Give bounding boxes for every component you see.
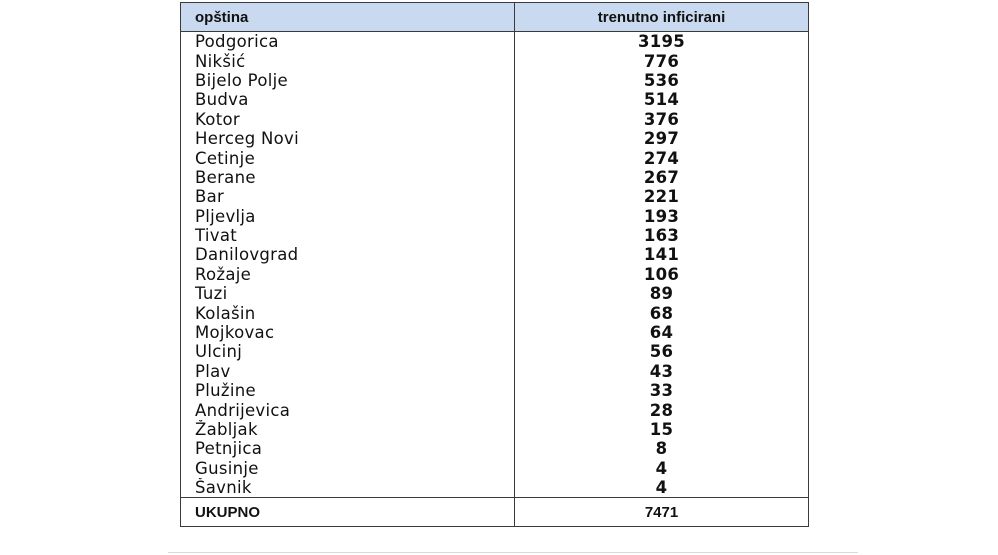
municipality-cell: Plav <box>181 362 515 381</box>
municipality-cell: Nikšić <box>181 51 515 70</box>
table-row <box>181 478 809 498</box>
infected-count-cell: 89 <box>515 284 809 303</box>
municipality-cell: Žabljak <box>181 420 515 439</box>
municipality-cell: Podgorica <box>181 32 515 52</box>
header-municipality: opština <box>181 3 515 32</box>
infected-count-cell: 163 <box>515 226 809 245</box>
municipality-cell: Herceg Novi <box>181 129 515 148</box>
infected-count-cell: 8 <box>515 439 809 458</box>
infected-count-cell: 141 <box>515 245 809 264</box>
municipality-cell: Danilovgrad <box>181 245 515 264</box>
table-row <box>181 51 809 70</box>
municipality-cell: Cetinje <box>181 148 515 167</box>
infected-count-cell: 274 <box>515 148 809 167</box>
table-header-row <box>181 3 809 32</box>
municipality-cell: Tuzi <box>181 284 515 303</box>
infections-table <box>180 2 809 527</box>
table-row <box>181 71 809 90</box>
header-infected: trenutno inficirani <box>515 3 809 32</box>
infected-count-cell: 33 <box>515 381 809 400</box>
infected-count-cell: 297 <box>515 129 809 148</box>
table-row <box>181 439 809 458</box>
infected-count-cell: 514 <box>515 90 809 109</box>
municipality-cell: Berane <box>181 168 515 187</box>
table-row <box>181 110 809 129</box>
infected-count-cell: 376 <box>515 110 809 129</box>
infected-count-cell: 56 <box>515 342 809 361</box>
infected-count-cell: 4 <box>515 478 809 498</box>
infected-count-cell: 15 <box>515 420 809 439</box>
table-row <box>181 168 809 187</box>
municipality-cell: Gusinje <box>181 459 515 478</box>
infected-count-cell: 536 <box>515 71 809 90</box>
infected-count-cell: 64 <box>515 323 809 342</box>
municipality-cell: Rožaje <box>181 265 515 284</box>
infected-count-cell: 776 <box>515 51 809 70</box>
table-row <box>181 400 809 419</box>
table-row <box>181 459 809 478</box>
municipality-cell: Kotor <box>181 110 515 129</box>
municipality-cell: Bijelo Polje <box>181 71 515 90</box>
municipality-cell: Andrijevica <box>181 400 515 419</box>
table-row <box>181 381 809 400</box>
table-row <box>181 187 809 206</box>
table-row <box>181 245 809 264</box>
municipality-cell: Šavnik <box>181 478 515 498</box>
municipality-cell: Plužine <box>181 381 515 400</box>
table-row <box>181 284 809 303</box>
table-row <box>181 90 809 109</box>
municipality-cell: Pljevlja <box>181 207 515 226</box>
infected-count-cell: 106 <box>515 265 809 284</box>
infected-count-cell: 221 <box>515 187 809 206</box>
table-total-row <box>181 498 809 527</box>
municipality-cell: Petnjica <box>181 439 515 458</box>
municipality-cell: Bar <box>181 187 515 206</box>
table-row <box>181 129 809 148</box>
infected-count-cell: 68 <box>515 303 809 322</box>
table-row <box>181 362 809 381</box>
infected-count-cell: 28 <box>515 400 809 419</box>
infected-count-cell: 193 <box>515 207 809 226</box>
table-row <box>181 342 809 361</box>
table-row <box>181 323 809 342</box>
municipality-cell: Mojkovac <box>181 323 515 342</box>
infected-count-cell: 43 <box>515 362 809 381</box>
table-row <box>181 32 809 52</box>
table-row <box>181 303 809 322</box>
municipality-cell: Tivat <box>181 226 515 245</box>
table-row <box>181 420 809 439</box>
municipality-cell: Ulcinj <box>181 342 515 361</box>
infected-count-cell: 4 <box>515 459 809 478</box>
total-value: 7471 <box>515 498 809 527</box>
table-row <box>181 207 809 226</box>
municipality-cell: Budva <box>181 90 515 109</box>
table-row <box>181 226 809 245</box>
infected-count-cell: 267 <box>515 168 809 187</box>
municipality-cell: Kolašin <box>181 303 515 322</box>
table-row <box>181 265 809 284</box>
infected-count-cell: 3195 <box>515 32 809 52</box>
total-label: UKUPNO <box>181 498 515 527</box>
table-body <box>181 32 809 498</box>
table-row <box>181 148 809 167</box>
